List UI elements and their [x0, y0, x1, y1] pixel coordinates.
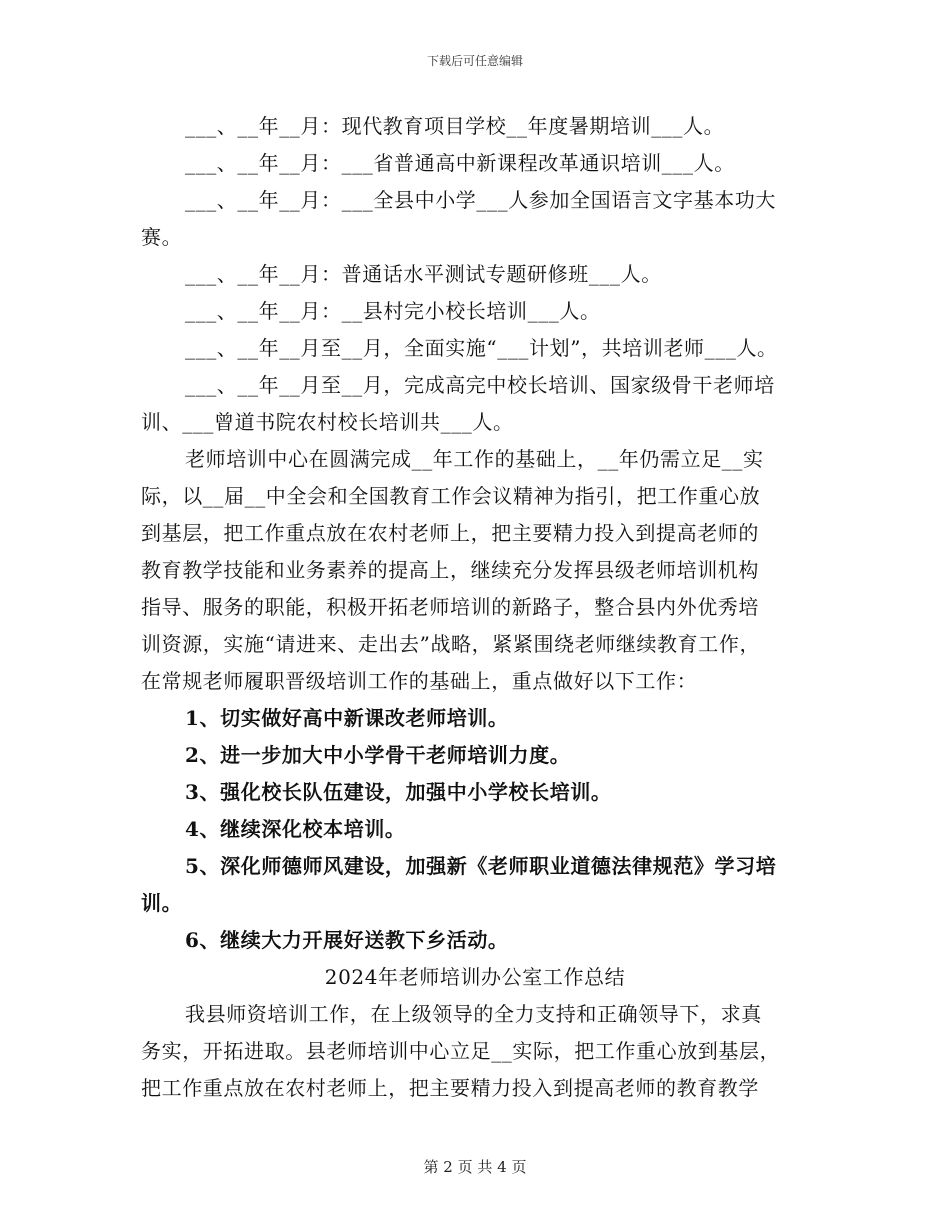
paragraph-line: 我县师资培训工作，在上级领导的全力支持和正确领导下，求真: [185, 1002, 762, 1026]
list-item: ___、__年__月：普通话水平测试专题研修班___人。: [185, 262, 662, 286]
list-item: ___、__年__月至__月，全面实施“___计划”，共培训老师___人。: [185, 336, 778, 360]
paragraph-line: 老师培训中心在圆满完成__年工作的基础上，__年仍需立足__实: [185, 447, 764, 471]
page-header: 下载后可任意编辑: [426, 54, 523, 68]
paragraph-line: 务实，开拓进取。县老师培训中心立足__实际，把工作重心放到基层，: [141, 1039, 781, 1063]
task-item: 6、继续大力开展好送教下乡活动。: [185, 928, 509, 952]
paragraph-line: 到基层，把工作重点放在农村老师上，把主要精力投入到提高老师的: [141, 521, 759, 545]
section-title: 2024年老师培训办公室工作总结: [324, 965, 626, 989]
task-item: 3、强化校长队伍建设，加强中小学校长培训。: [185, 780, 612, 804]
paragraph-line: 指导、服务的职能，积极开拓老师培训的新路子，整合县内外优秀培: [141, 595, 759, 619]
list-item: ___、__年__月至__月，完成高完中校长培训、国家级骨干老师培: [185, 373, 775, 397]
paragraph-line: 教育教学技能和业务素养的提高上，继续充分发挥县级老师培训机构: [141, 558, 759, 582]
task-item: 1、切实做好高中新课改老师培训。: [185, 706, 509, 730]
page-number: 第 2 页 共 4 页: [423, 1158, 527, 1176]
paragraph-line: 在常规老师履职晋级培训工作的基础上，重点做好以下工作：: [141, 669, 698, 693]
list-item: ___、__年__月：___省普通高中新课程改革通识培训___人。: [185, 151, 735, 175]
list-item: ___、__年__月：现代教育项目学校__年度暑期培训___人。: [185, 114, 725, 138]
task-item: 5、深化师德师风建设，加强新《老师职业道德法律规范》学习培: [185, 854, 777, 878]
task-item: 4、继续深化校本培训。: [185, 817, 406, 841]
paragraph-line: 际，以__届__中全会和全国教育工作会议精神为指引，把工作重心放: [141, 484, 761, 508]
list-item: ___、__年__月：___全县中小学___人参加全国语言文字基本功大: [185, 188, 776, 212]
list-item-continuation: 赛。: [141, 225, 183, 249]
document-body: [141, 108, 809, 1107]
paragraph-line: 训资源，实施“请进来、走出去”战略，紧紧围绕老师继续教育工作，: [141, 632, 761, 656]
paragraph-line: 把工作重点放在农村老师上，把主要精力投入到提高老师的教育教学: [141, 1076, 759, 1100]
task-item-continuation: 训。: [141, 891, 183, 915]
list-item-continuation: 训、___曾道书院农村校长培训共___人。: [141, 410, 514, 434]
list-item: ___、__年__月：__县村完小校长培训___人。: [185, 299, 601, 323]
task-item: 2、进一步加大中小学骨干老师培训力度。: [185, 743, 571, 767]
